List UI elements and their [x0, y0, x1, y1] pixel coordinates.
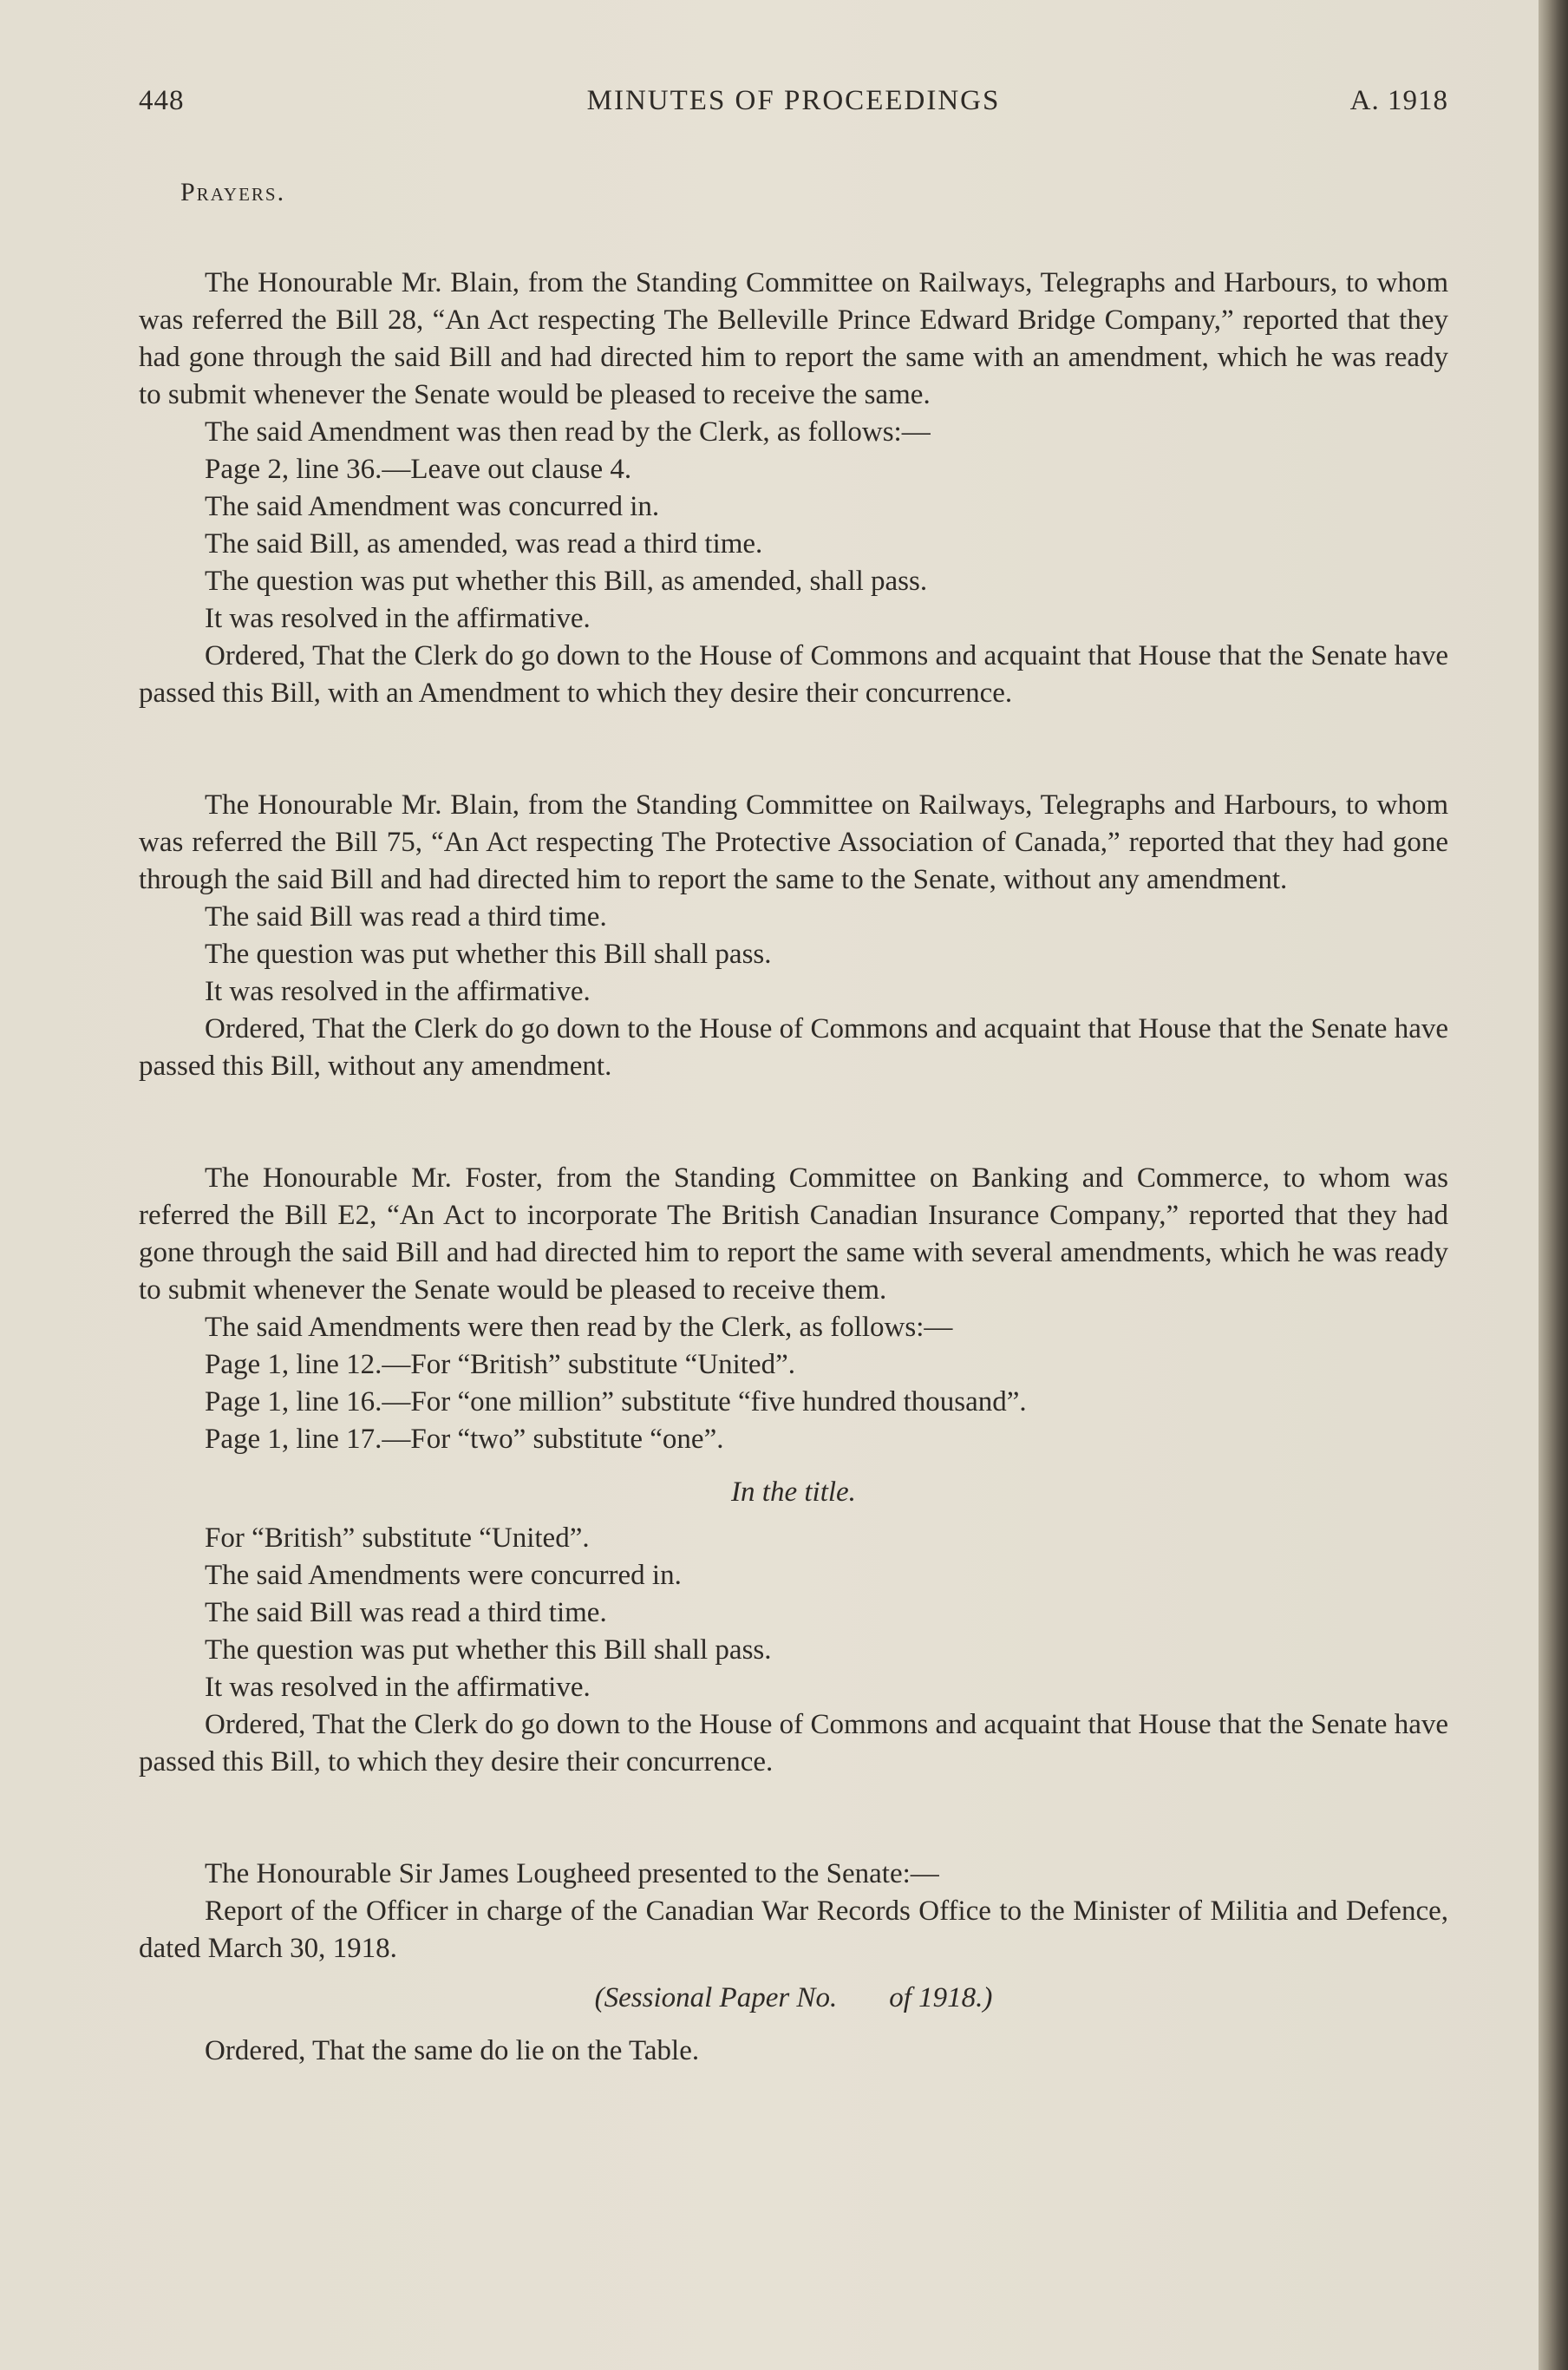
paragraph: It was resolved in the affirmative. — [205, 976, 591, 1007]
paragraph: For “British” substitute “United”. — [205, 1522, 590, 1554]
in-the-title-heading: In the title. — [731, 1476, 856, 1508]
sessional-paper-reference — [139, 1980, 1448, 2017]
sessional-paper-label: (Sessional Paper No. — [594, 1982, 838, 2013]
paragraph: It was resolved in the affirmative. — [205, 1672, 591, 1703]
paragraph: Report of the Officer in charge of the Canadian War Records Office to the Minister of Militia and Defence, dated March 30, 1918. — [139, 1895, 1448, 1964]
paragraph: Ordered, That the Clerk do go down to the House of Commons and acquaint that House that the Senate have passed this Bill, to which they desire their concurrence. — [139, 1709, 1448, 1778]
paragraph: The question was put whether this Bill shall pass. — [205, 939, 772, 970]
paragraph: The question was put whether this Bill, as amended, shall pass. — [205, 566, 928, 597]
paragraph: It was resolved in the affirmative. — [205, 603, 591, 634]
paragraph: The said Amendments were concurred in. — [205, 1560, 682, 1591]
paragraph: The Honourable Sir James Lougheed presented to the Senate:— — [205, 1858, 939, 1889]
section-gap — [139, 1781, 1448, 1856]
report-bill-e2 — [139, 1160, 1448, 1781]
section-gap — [139, 712, 1448, 787]
paragraph: The said Amendment was concurred in. — [205, 491, 660, 522]
paragraph: The Honourable Mr. Blain, from the Standing Committee on Railways, Telegraphs and Harbours, to whom was referred the Bill 75, “An Act respecting The Protective Association of Canada,” reported that they had gone through the said Bill and had directed him to report the same to the Senate, without any amendment. — [139, 789, 1448, 895]
sessional-paper-year: of 1918.) — [889, 1982, 993, 2013]
paragraph: Ordered, That the Clerk do go down to the House of Commons and acquaint that House that the Senate have passed this Bill, without any amendment. — [139, 1013, 1448, 1082]
running-title: MINUTES OF PROCEEDINGS — [586, 85, 1001, 116]
paragraph: The Honourable Mr. Foster, from the Standing Committee on Banking and Commerce, to whom was referred the Bill E2, “An Act to incorporate The British Canadian Insurance Company,” reported that they had gone through the said Bill and had directed him to report the same with several amendments, which he was ready to submit whenever the Senate would be pleased to receive them. — [139, 1162, 1448, 1306]
page-header — [139, 85, 1448, 137]
paragraph: Ordered, That the same do lie on the Table. — [205, 2035, 700, 2066]
page-number: 448 — [139, 85, 185, 116]
paragraph: Page 1, line 16.—For “one million” substitute “five hundred thousand”. — [205, 1386, 1027, 1417]
paragraph: Ordered, That the Clerk do go down to the House of Commons and acquaint that House that the Senate have passed this Bill, with an Amendment to which they desire their concurrence. — [139, 640, 1448, 709]
paragraph: Page 2, line 36.—Leave out clause 4. — [205, 454, 632, 485]
prayers-heading: Prayers. — [180, 178, 286, 206]
paragraph: The said Bill was read a third time. — [205, 1597, 607, 1628]
session-year: A. 1918 — [1349, 85, 1448, 116]
paragraph: The said Amendment was then read by the Clerk, as follows:— — [205, 416, 931, 448]
paragraph: The said Bill was read a third time. — [205, 901, 607, 933]
report-bill-75 — [139, 787, 1448, 1085]
paragraph: The said Bill, as amended, was read a third time. — [205, 528, 763, 560]
sessional-paper-section — [139, 1856, 1448, 2070]
paragraph: Page 1, line 17.—For “two” substitute “one”. — [205, 1424, 724, 1455]
paragraph: The said Amendments were then read by the Clerk, as follows:— — [205, 1312, 953, 1343]
paragraph: Page 1, line 12.—For “British” substitute “United”. — [205, 1349, 795, 1380]
paragraph: The Honourable Mr. Blain, from the Standing Committee on Railways, Telegraphs and Harbours, to whom was referred the Bill 28, “An Act respecting The Belleville Prince Edward Bridge Company,” reported that they had gone through the said Bill and had directed him to report the same with an amendment, which he was ready to submit whenever the Senate would be pleased to receive the same. — [139, 267, 1448, 410]
report-bill-28 — [139, 265, 1448, 712]
page-body — [139, 173, 1448, 2070]
book-spine-edge — [1539, 0, 1568, 2370]
paragraph: The question was put whether this Bill shall pass. — [205, 1634, 772, 1666]
section-gap — [139, 1085, 1448, 1160]
